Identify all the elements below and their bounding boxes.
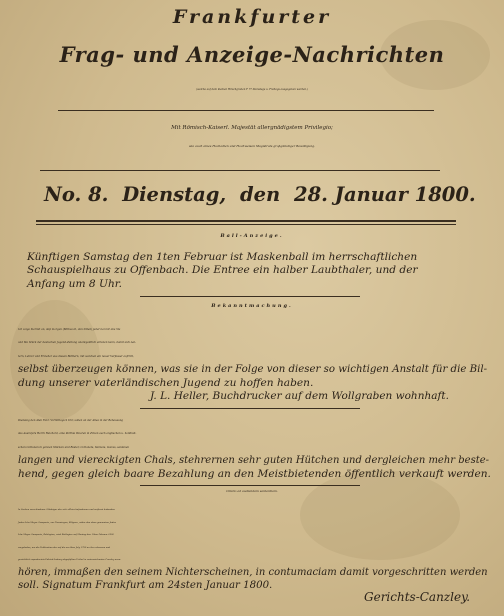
text-line: hören, immaßen den seinem Nichterscheinen, in contumaciam damit vorgeschritten werden [18, 566, 488, 578]
text-line: selbst überzeugen können, was sie in der Folge von dieser so wichtigen Anstalt für die Bil- [18, 364, 488, 376]
issue-date: 28. Januar 1800. [294, 183, 476, 206]
issue-weekday: Dienstag, [122, 183, 227, 206]
text-line: Juden Löw Meyer Gompertz, aus Neuwiegen, Klägern, wider den eben genannten Juden [18, 520, 117, 524]
text-line: In Sachen verschiedener Gläubiger des sich allhier befundenen und entfernt habenden [18, 508, 115, 511]
masthead-title-line2: Frag- und Anzeige-Nachrichten [59, 42, 445, 67]
masthead-subtitle: (welche auf dem kleinen Hirschgraben F 77 Dienstags u. Freitags ausgegeben werden.) [196, 88, 308, 91]
text-line: und 6te Stück der deutschen Jugend-Zeitung unentgeldlich abholen kann, damit sich Ael- [18, 341, 136, 345]
privilege-line1: Mit Römisch-Kaiserl. Majestät allergnädigstem Privilegio; [171, 125, 333, 131]
issue-number: No. 8. [44, 183, 109, 206]
auction-text [18, 414, 491, 481]
divider-rule [140, 296, 360, 297]
issue-den: den [239, 183, 281, 206]
masthead-title-line1: Frankfurter [172, 6, 332, 28]
text-line: tern, Lehrer und Erzieher aus diesen Blättern, mit welchen ein neuer Verfasser auftritt, [18, 354, 134, 358]
text-line: Künftigen Samstag den 1ten Februar ist Maskenball im herrschaftlichen [27, 251, 418, 263]
text-line: vorgeladen, um die Publication der auf die am 8ten July 1799 an ihn erlassene und [18, 545, 111, 549]
divider-rule [140, 485, 360, 486]
divider-rule [36, 220, 456, 222]
divider-rule [40, 170, 440, 171]
privilege-line2: wie auch eines Hochedlen und Hochweisen Magistrats großgünstiger Bewilligung. [188, 144, 316, 148]
issue-line [44, 183, 483, 206]
text-line: Anfang um 8 Uhr. [27, 277, 123, 290]
text-line: gerichtlich reproducirte Edictal-Ladung abgefaßten Urthel in unterzeichneter Canzley anzu- [18, 558, 121, 562]
bekanntmachung-heading: Bekanntmachung. [211, 303, 293, 309]
text-line: dung unserer vaterländischen Jugend zu hoffen haben. [18, 376, 314, 389]
ball-text [27, 251, 418, 291]
bekanntmachung-text [18, 323, 487, 390]
divider-rule [140, 408, 360, 409]
citatio-signature: Gerichts-Canzley. [364, 590, 471, 604]
text-line: Ich zeige hiermit an, daß morgen (Mittwoch, den 29ten) jeder bei mir das 5te [18, 328, 121, 331]
text-line: soll. Signatum Frankfurt am 24sten Januar 1800. [18, 579, 273, 591]
text-line: des Ausrufers Herrn Reichard, eine Parthie Waaren in Zitzen auch englischen u. holländi- [18, 432, 137, 436]
text-line: schen Cattunen in ganzen Stücken und Rester, Cottonets, Siamois, Golcas, seidenen [18, 445, 130, 449]
bekanntmachung-signature: J. L. Heller, Buchdrucker auf dem Wollgraben wohnhaft. [150, 390, 449, 402]
ball-heading: Ball-Anzeige. [220, 233, 284, 239]
text-line: langen und viereckigten Chals, stehrernen sehr guten Hütchen und dergleichen mehr beste- [18, 455, 490, 467]
text-line: Löw Mayer Gompertz, Beklagten, wird Beklagter auf Montag den 10ten Februar 1800 [18, 533, 114, 537]
citatio-heading: Citatio ad audiendam sententiam. [226, 489, 278, 493]
divider-rule [58, 110, 434, 111]
citatio-text [18, 504, 488, 592]
text-line: Schauspielhaus zu Offenbach. Die Entree ein halber Laubthaler, und der [27, 264, 418, 277]
divider-rule [36, 224, 456, 225]
text-line: hend, gegen gleich baare Bezahlung an den Meistbietenden öffentlich verkauft werden. [18, 467, 491, 480]
text-line: Dienstag den 4ten Febr. Vormittags 9 Uhr, sollen an der Allee in der Behausung [18, 419, 124, 422]
